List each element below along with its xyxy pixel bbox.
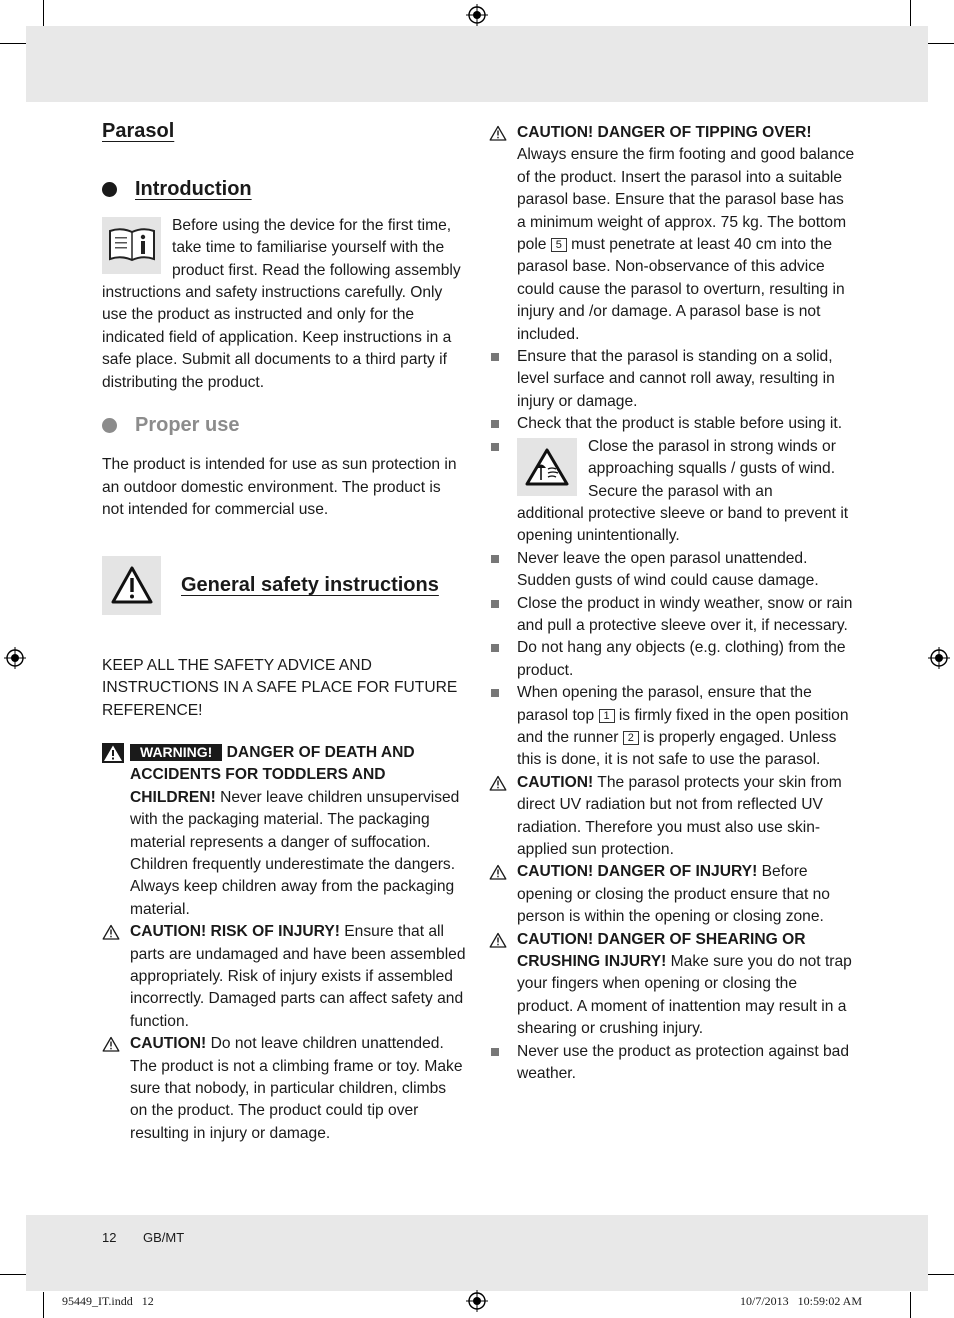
warning-bold: DANGER OF DEATH AND ACCIDENTS FOR TODDLERS AND CHILDREN!	[130, 743, 415, 806]
registration-mark-icon	[4, 647, 26, 669]
caution-text: Ensure that all parts are undamaged and have been assembled appropriately. Risk of injury exists if assembled incorrectly. Damaged parts can affect safety and function.	[130, 923, 466, 1030]
introduction-text	[102, 215, 466, 394]
intro-paragraph: instructions and safety instructions carefully. Only use the product as instructed and only for the indicated field of application. Keep instructions in a safe place. Submit all documents to a third party if distributing the product.	[102, 284, 452, 391]
bullet-text: Do not hang any objects (e.g. clothing) from the product.	[517, 639, 846, 679]
caution-triangle-icon	[102, 1036, 120, 1052]
page-title: Parasol	[102, 120, 175, 142]
bullet-text: Never leave the open parasol unattended. Sudden gusts of wind could cause damage.	[517, 549, 819, 590]
crop-mark	[928, 1274, 954, 1275]
part-number-badge: 5	[551, 238, 567, 252]
caution-text: Do not leave children unattended. The product is not a climbing frame or toy. Make sure that nobody, in particular children, climbs on the product. The product could tip over resulting in injury or damage.	[130, 1035, 463, 1142]
registration-mark-icon	[928, 647, 950, 669]
warning-badge: WARNING!	[130, 744, 222, 761]
caution-danger-of-injury	[489, 861, 855, 928]
caution-shearing	[489, 929, 855, 1041]
crop-mark	[910, 1292, 911, 1318]
wind-warning-icon	[517, 438, 577, 496]
bullet-text: Close the product in windy weather, snow or rain and pull a protective sleeve over it, if necessary.	[517, 594, 853, 634]
caution-triangle-icon	[489, 932, 507, 948]
header-band	[26, 26, 928, 102]
caution-text: must penetrate at least 40 cm into the parasol base. Non-observance of this advice could cause the parasol to overturn, resulting in injury and /or damage. A parasol base is not included.	[517, 236, 845, 343]
bullet-item-wind	[489, 436, 855, 548]
warning-filled-icon	[102, 743, 124, 763]
caution-bold: CAUTION! DANGER OF INJURY!	[517, 863, 758, 881]
caution-bold: CAUTION! DANGER OF SHEARING OR CRUSHING INJURY!	[517, 930, 806, 971]
caution-text: Always ensure the firm footing and good balance of the product. Insert the parasol into a suitable parasol base. Ensure that the parasol base has a minimum weight of approx. 75 kg. The bottom pole	[517, 146, 855, 254]
caution-children	[102, 1033, 466, 1145]
intro-line: take time to familiarise yourself with the	[172, 239, 445, 257]
slug-timestamp: 10/7/2013 10:59:02 AM	[740, 1294, 863, 1308]
crop-mark	[43, 0, 44, 26]
crop-mark	[910, 0, 911, 26]
bullet-text: Check that the product is stable before using it.	[517, 415, 843, 433]
square-bullet-icon	[491, 644, 499, 652]
page-number: 12	[102, 1230, 117, 1245]
crop-mark	[928, 43, 954, 44]
caution-bold: CAUTION!	[517, 773, 594, 791]
square-bullet-icon	[491, 600, 499, 608]
caution-risk-of-injury	[102, 921, 466, 1033]
caution-triangle-icon	[489, 864, 507, 880]
bullet-icon	[102, 418, 117, 433]
safety-heading-text: General safety instructions	[181, 573, 439, 596]
bullet-item	[489, 637, 855, 682]
square-bullet-icon	[491, 1048, 499, 1056]
bullet-text: additional protective sleeve or band to prevent it opening unintentionally.	[517, 504, 849, 545]
bullet-text: is properly engaged. Unless this is done, it is not safe to use the parasol.	[517, 728, 837, 769]
square-bullet-icon	[491, 443, 499, 451]
bullet-item	[489, 548, 855, 593]
crop-mark	[0, 1274, 26, 1275]
square-bullet-icon	[491, 353, 499, 361]
intro-line: product first. Read the following assembly	[172, 261, 461, 279]
bullet-text: is firmly fixed in the open position and the runner	[517, 706, 849, 746]
square-bullet-icon	[491, 555, 499, 563]
warning-block	[102, 742, 466, 921]
bullet-item	[489, 1041, 855, 1086]
caution-text: The parasol protects your skin from direct UV radiation but not from reflected UV radiation. Therefore you must also use skin-applied sun protection.	[517, 773, 842, 858]
proper-use-text: The product is intended for use as sun protection in an outdoor domestic environment. The product is not intended for commercial use.	[102, 456, 457, 519]
caution-uv	[489, 772, 855, 862]
caution-triangle-icon	[489, 775, 507, 791]
intro-line: Before using the device for the first time,	[172, 216, 452, 234]
registration-mark-icon	[466, 4, 488, 26]
safety-heading	[102, 556, 466, 615]
caution-bold: CAUTION! DANGER OF TIPPING OVER!	[517, 124, 812, 141]
right-column	[489, 122, 855, 1085]
registration-mark-icon	[466, 1290, 488, 1312]
bullet-text: When opening the parasol, ensure that the parasol top	[517, 684, 812, 724]
square-bullet-icon	[491, 420, 499, 428]
keep-instructions-text: KEEP ALL THE SAFETY ADVICE AND INSTRUCTIONS IN A SAFE PLACE FOR FUTURE REFERENCE!	[102, 656, 458, 719]
caution-text: Make sure you do not trap your fingers when opening or closing the product. A moment of inattention may result in a shearing or crushing injury.	[517, 953, 852, 1038]
footer-band	[26, 1215, 928, 1291]
bullet-item	[489, 413, 855, 435]
bullet-line: approaching squalls / gusts of wind.	[588, 460, 836, 478]
caution-bold: CAUTION!	[130, 1035, 207, 1053]
page-region: GB/MT	[143, 1230, 185, 1245]
bullet-line: Secure the parasol with an	[588, 482, 773, 500]
square-bullet-icon	[491, 689, 499, 697]
bullet-line: Close the parasol in strong winds or	[588, 437, 836, 455]
caution-bold: CAUTION! RISK OF INJURY!	[130, 923, 340, 941]
bullet-text: Ensure that the parasol is standing on a solid, level surface and cannot roll away, resulting in injury or damage.	[517, 348, 835, 410]
warning-triangle-icon	[102, 556, 161, 615]
slug-file: 95449_IT.indd 12	[62, 1294, 154, 1308]
info-book-icon	[102, 217, 161, 274]
bullet-item	[489, 593, 855, 638]
introduction-heading	[102, 178, 466, 200]
caution-triangle-icon	[102, 924, 120, 940]
left-column	[102, 120, 466, 1145]
caution-tipping-over	[489, 122, 855, 346]
part-number-badge: 1	[599, 709, 615, 723]
caution-text: Before opening or closing the product ensure that no person is within the opening or closing zone.	[517, 863, 830, 926]
proper-use-heading	[102, 414, 466, 436]
caution-triangle-icon	[489, 125, 507, 141]
bullet-item	[489, 346, 855, 413]
bullet-icon	[102, 182, 117, 197]
introduction-heading-text: Introduction	[135, 178, 252, 201]
part-number-badge: 2	[623, 731, 639, 745]
bullet-item	[489, 682, 855, 772]
proper-use-heading-text: Proper use	[135, 414, 240, 437]
warning-text: Never leave children unsupervised with the packaging material. The packaging material represents a danger of suffocation. Children frequently underestimate the dangers. Always keep children away from the packaging material.	[130, 788, 460, 918]
crop-mark	[0, 43, 26, 44]
crop-mark	[43, 1292, 44, 1318]
bullet-text: Never use the product as protection against bad weather.	[517, 1042, 850, 1083]
